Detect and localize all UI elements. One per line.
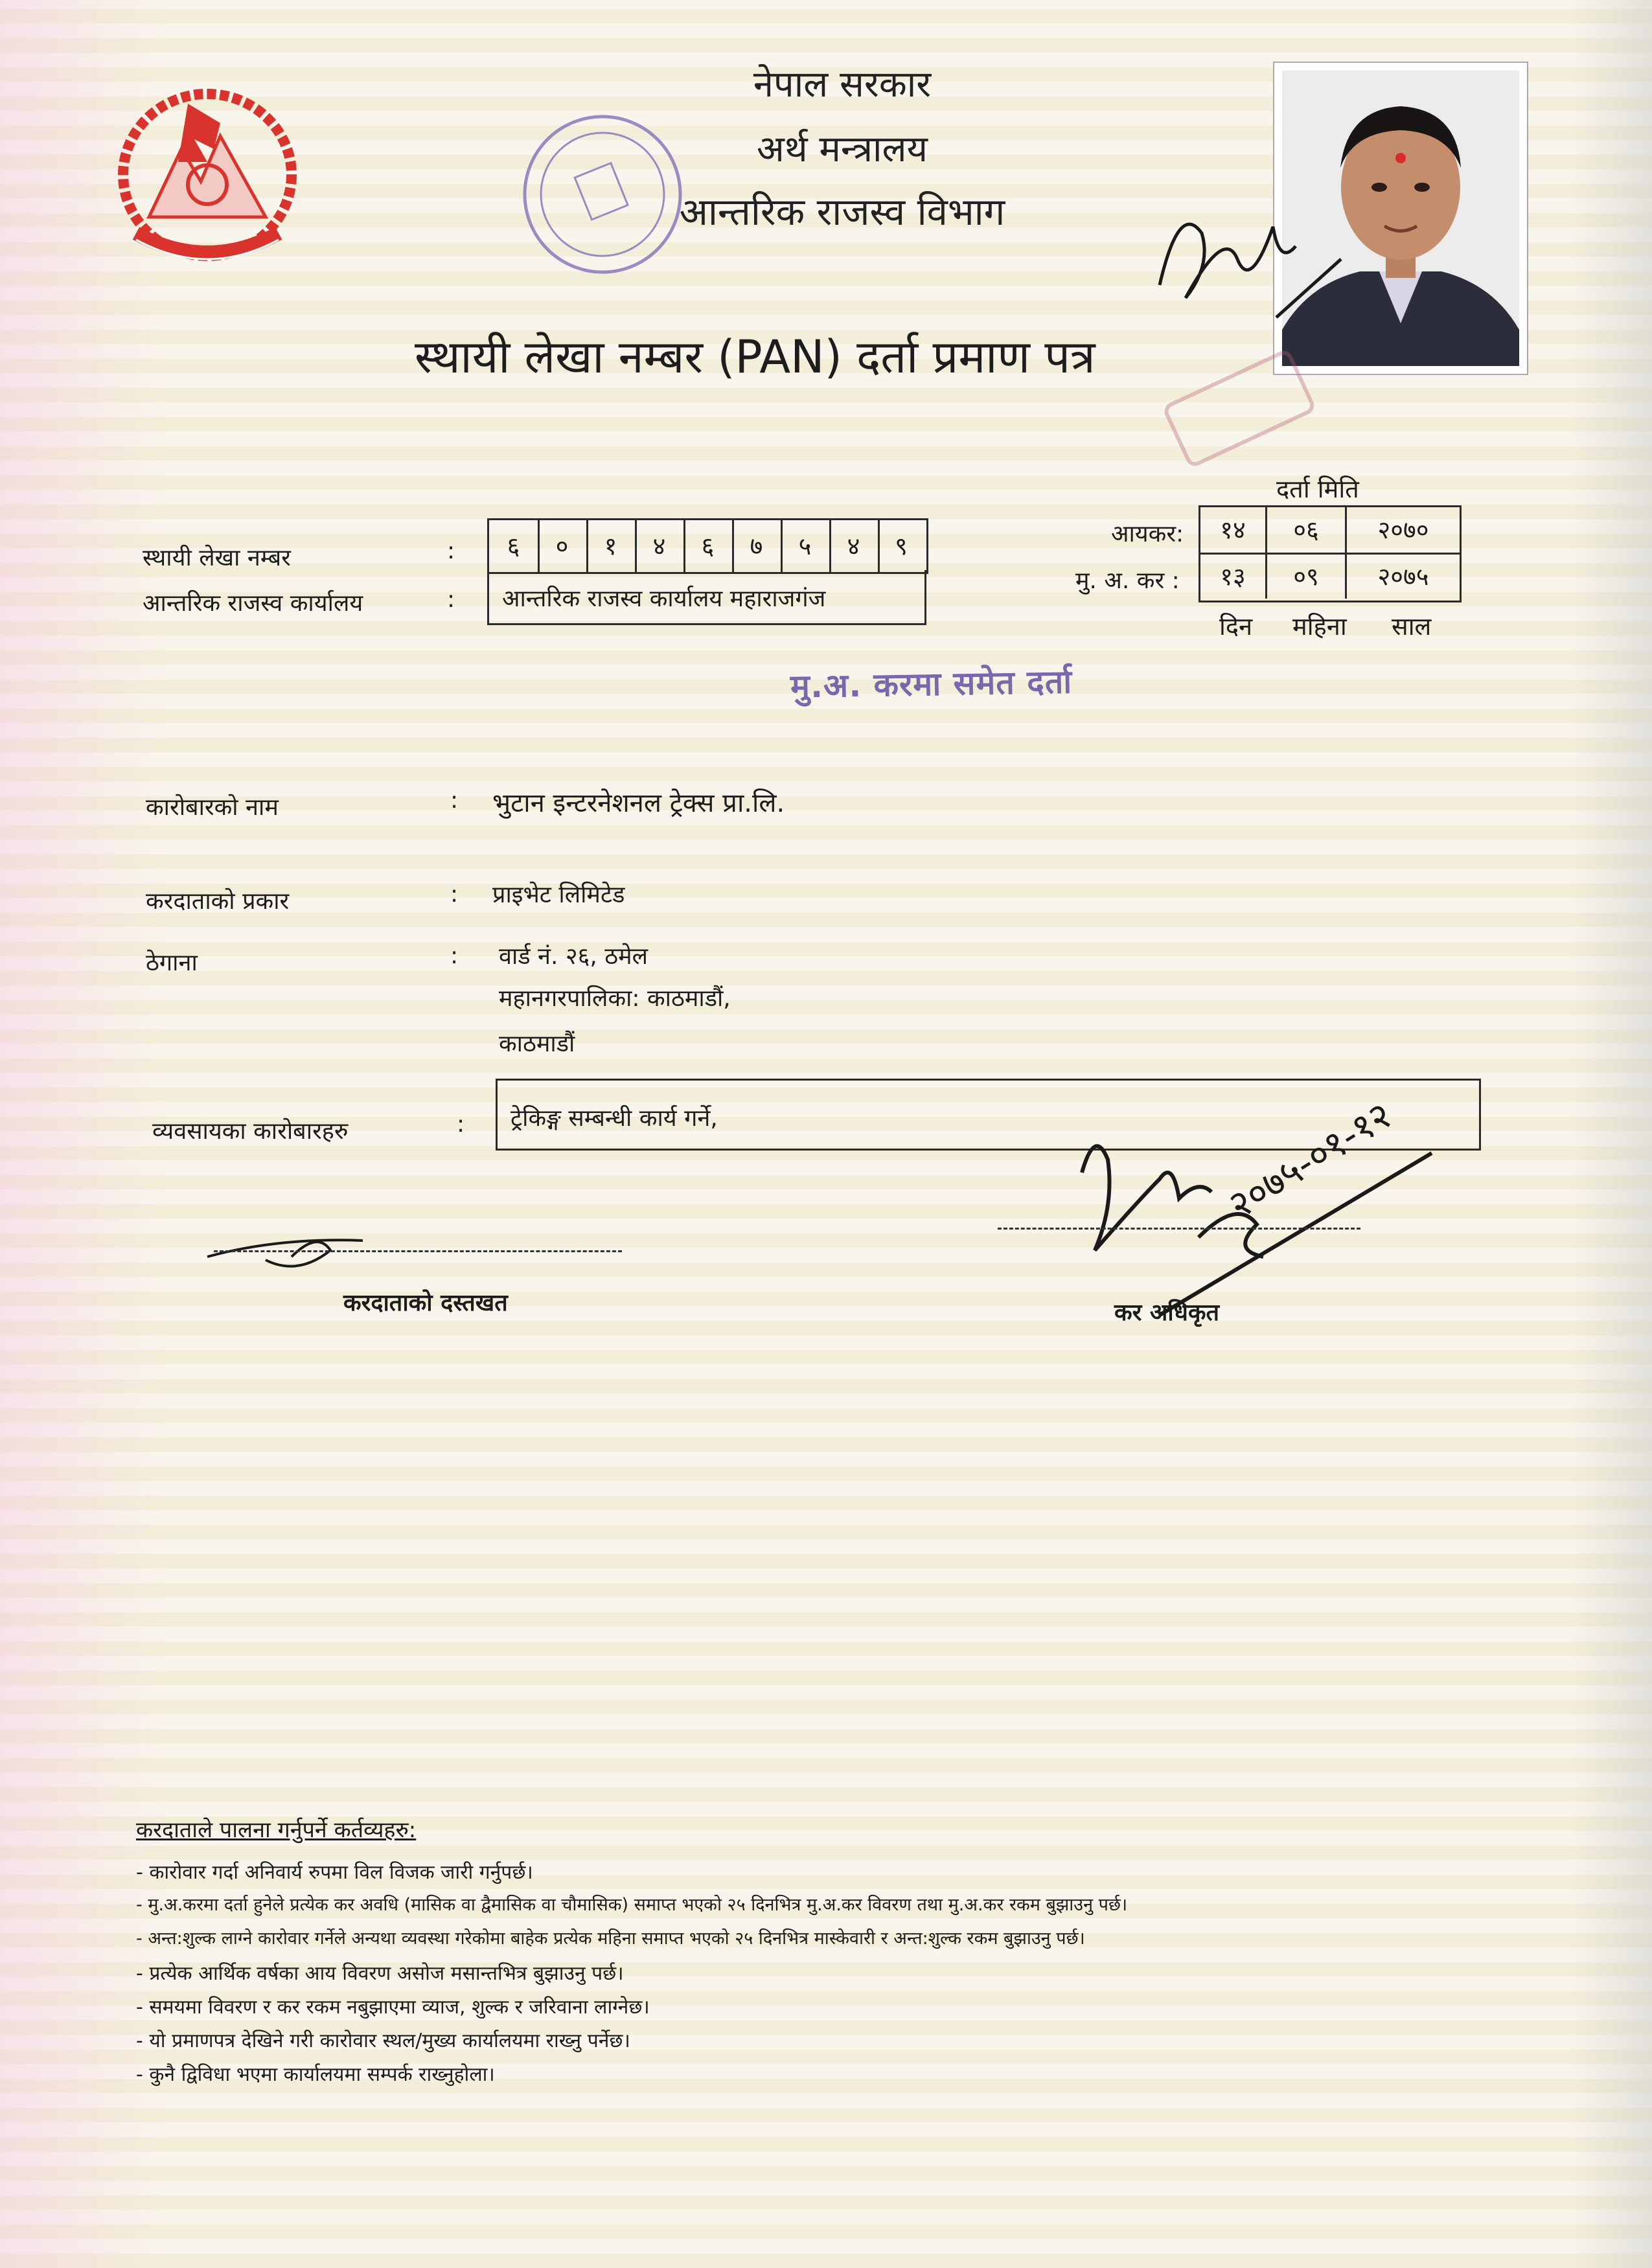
pan-digit: ६ xyxy=(489,520,540,572)
office-colon: : xyxy=(447,586,455,613)
office-value: आन्तरिक राजस्व कार्यालय महाराजगंज xyxy=(502,586,826,612)
pan-digit: ४ xyxy=(829,520,880,572)
business-activities-label: व्यवसायका कारोबारहरु xyxy=(152,1118,349,1145)
duty-item: - समयमा विवरण र कर रकम नबुझाएमा व्याज, शुल्क र जरिवाना लाग्नेछ। xyxy=(136,1996,650,2019)
address-line3: काठमाडौं xyxy=(499,1031,575,1057)
header-line2: अर्थ मन्त्रालय xyxy=(757,128,928,170)
col-month-label: महिना xyxy=(1292,612,1347,641)
officer-signature-label: कर अधिकृत xyxy=(1114,1300,1220,1326)
vat-registered-stamp: मु.अ. करमा समेत दर्ता xyxy=(790,663,1073,705)
header-line3: आन्तरिक राजस्व विभाग xyxy=(679,190,1005,234)
handwritten-date: २०७५-०१-१२ xyxy=(1221,1092,1400,1228)
taxpayer-type-value: प्राइभेट लिमिटेड xyxy=(492,882,625,908)
taxpayer-type-label: करदाताको प्रकार xyxy=(146,888,290,915)
pan-digit: १ xyxy=(586,520,637,572)
business-activities-colon: : xyxy=(457,1111,465,1138)
certificate-title: स्थायी लेखा नम्बर (PAN) दर्ता प्रमाण पत्र xyxy=(415,330,1096,384)
income-tax-month: ०६ xyxy=(1267,507,1347,555)
duty-item: - मु.अ.करमा दर्ता हुनेले प्रत्येक कर अवधि (मासिक वा द्वैमासिक वा चौमासिक) समाप्त भएको २५ दिनभित्र मु.अ.कर विवरण तथा मु.अ.कर रकम बुझाउनु पर्छ। xyxy=(136,1895,1128,1915)
registration-date-table xyxy=(1199,505,1462,602)
income-tax-day: १४ xyxy=(1200,507,1267,555)
pan-number-box xyxy=(487,518,928,574)
photo-signature xyxy=(1140,188,1354,343)
taxpayer-signature-label: करदाताको दस्तखत xyxy=(343,1290,508,1316)
taxpayer-type-colon: : xyxy=(450,881,459,908)
col-year-label: साल xyxy=(1392,612,1432,641)
pan-digit: ६ xyxy=(683,520,734,572)
pan-digit: ४ xyxy=(635,520,685,572)
pan-digit: ० xyxy=(538,520,588,572)
address-label: ठेगाना xyxy=(146,950,198,976)
officer-signature-line xyxy=(998,1228,1360,1230)
address-line2: महानगरपालिका: काठमाडौं, xyxy=(499,985,731,1012)
vat-year: २०७५ xyxy=(1377,562,1429,591)
taxpayer-signature-mark xyxy=(201,1224,447,1283)
office-label: आन्तरिक राजस्व कार्यालय xyxy=(143,590,363,617)
vat-month: ०९ xyxy=(1267,555,1347,599)
address-line1: वार्ड नं. २६, ठमेल xyxy=(499,943,648,970)
header-line1: नेपाल सरकार xyxy=(753,63,932,106)
income-tax-year: २०७० xyxy=(1347,507,1460,555)
nepal-emblem-icon xyxy=(110,78,304,292)
income-tax-label: आयकर: xyxy=(1111,521,1184,547)
col-day-label: दिन xyxy=(1219,612,1253,641)
business-name-label: कारोबारको नाम xyxy=(146,794,279,821)
duty-item: - अन्त:शुल्क लाग्ने कारोवार गर्नेले अन्यथा व्यवस्था गरेकोमा बाहेक प्रत्येक महिना समाप्त भएको २५ दिनभित्र मास्केवारी र अन्त:शुल्क रकम बुझाउनु पर्छ। xyxy=(136,1929,1085,1949)
office-value-box xyxy=(487,570,926,625)
vat-label: मु. अ. कर : xyxy=(1075,567,1180,594)
business-activities-value: ट्रेकिङ्ग सम्बन्धी कार्य गर्ने, xyxy=(511,1105,718,1132)
duties-heading: करदाताले पालना गर्नुपर्ने कर्तव्यहरु: xyxy=(136,1817,417,1843)
pan-colon: : xyxy=(447,538,455,564)
business-name-value: भुटान इन्टरनेशनल ट्रेक्स प्रा.लि. xyxy=(492,788,785,818)
taxpayer-signature-line xyxy=(214,1250,622,1252)
registration-date-title: दर्ता मिति xyxy=(1276,475,1359,503)
vat-day: १३ xyxy=(1200,555,1267,599)
pan-label: स्थायी लेखा नम्बर xyxy=(143,545,291,571)
duty-item: - प्रत्येक आर्थिक वर्षका आय विवरण असोज मसान्तभित्र बुझाउनु पर्छ। xyxy=(136,1962,624,1985)
address-colon: : xyxy=(450,943,459,969)
pan-digit: ७ xyxy=(732,520,783,572)
duty-item: - कुनै द्विविधा भएमा कार्यालयमा सम्पर्क राख्नुहोला। xyxy=(136,2063,495,2086)
duty-item: - यो प्रमाणपत्र देखिने गरी कारोवार स्थल/मुख्य कार्यालयमा राख्नु पर्नेछ। xyxy=(136,2030,630,2052)
duty-item: - कारोवार गर्दा अनिवार्य रुपमा विल विजक जारी गर्नुपर्छ। xyxy=(136,1861,533,1884)
pan-digit: ५ xyxy=(781,520,831,572)
business-name-colon: : xyxy=(450,787,459,814)
pan-digit: ९ xyxy=(895,532,908,560)
